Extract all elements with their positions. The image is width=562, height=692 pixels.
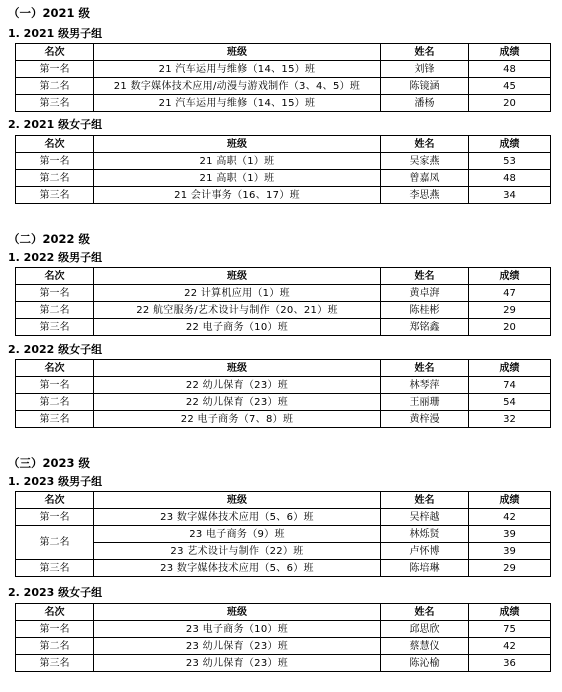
header-name: 姓名	[381, 136, 469, 153]
rank-cell: 第一名	[16, 153, 94, 170]
rank-cell: 第一名	[16, 621, 94, 638]
header-class: 班级	[94, 44, 381, 61]
name-cell: 陈沁榆	[381, 655, 469, 672]
table-2021-female	[15, 135, 551, 204]
rank-cell: 第一名	[16, 509, 94, 526]
class-cell: 22 幼儿保育（23）班	[94, 377, 381, 394]
score-cell: 32	[469, 411, 551, 428]
class-cell: 23 幼儿保育（23）班	[94, 655, 381, 672]
score-cell: 20	[469, 319, 551, 336]
class-cell: 21 汽车运用与维修（14、15）班	[94, 61, 381, 78]
table-row	[16, 170, 551, 187]
score-cell: 48	[469, 170, 551, 187]
table-header-row	[16, 492, 551, 509]
table-row	[16, 509, 551, 526]
rank-cell: 第二名	[16, 638, 94, 655]
header-class: 班级	[94, 492, 381, 509]
table-row	[16, 526, 551, 543]
score-cell: 54	[469, 394, 551, 411]
table-row	[16, 153, 551, 170]
table-row	[16, 95, 551, 112]
name-cell: 陈桂彬	[381, 302, 469, 319]
table-header-row	[16, 268, 551, 285]
score-cell: 39	[469, 526, 551, 543]
section-title-2022: （二）2022 级	[8, 232, 91, 246]
header-rank: 名次	[16, 360, 94, 377]
rank-cell: 第二名	[16, 302, 94, 319]
class-cell: 23 数字媒体技术应用（5、6）班	[94, 509, 381, 526]
table-row	[16, 377, 551, 394]
rank-cell: 第三名	[16, 655, 94, 672]
header-name: 姓名	[381, 268, 469, 285]
header-score: 成绩	[469, 604, 551, 621]
rank-cell: 第一名	[16, 61, 94, 78]
table-row	[16, 302, 551, 319]
name-cell: 蔡慧仪	[381, 638, 469, 655]
rank-cell: 第二名	[16, 78, 94, 95]
table-row	[16, 411, 551, 428]
table-row	[16, 543, 551, 560]
table-row	[16, 394, 551, 411]
table-header-row	[16, 136, 551, 153]
class-cell: 22 电子商务（10）班	[94, 319, 381, 336]
class-cell: 22 航空服务/艺术设计与制作（20、21）班	[94, 302, 381, 319]
section-title-2021: （一）2021 级	[8, 6, 91, 20]
table-row	[16, 319, 551, 336]
header-rank: 名次	[16, 604, 94, 621]
score-cell: 75	[469, 621, 551, 638]
group-title-2023-male: 1. 2023 级男子组	[8, 475, 103, 488]
rank-cell: 第二名	[16, 394, 94, 411]
table-row	[16, 621, 551, 638]
rank-cell: 第一名	[16, 377, 94, 394]
table-row	[16, 638, 551, 655]
header-score: 成绩	[469, 268, 551, 285]
score-cell: 20	[469, 95, 551, 112]
header-name: 姓名	[381, 604, 469, 621]
header-rank: 名次	[16, 268, 94, 285]
class-cell: 23 数字媒体技术应用（5、6）班	[94, 560, 381, 577]
class-cell: 22 电子商务（7、8）班	[94, 411, 381, 428]
score-cell: 36	[469, 655, 551, 672]
group-title-2022-male: 1. 2022 级男子组	[8, 251, 103, 264]
name-cell: 刘锋	[381, 61, 469, 78]
rank-cell: 第三名	[16, 319, 94, 336]
score-cell: 45	[469, 78, 551, 95]
header-class: 班级	[94, 360, 381, 377]
header-name: 姓名	[381, 492, 469, 509]
table-row	[16, 61, 551, 78]
header-name: 姓名	[381, 44, 469, 61]
table-header-row	[16, 44, 551, 61]
table-2023-male	[15, 491, 551, 577]
header-name: 姓名	[381, 360, 469, 377]
name-cell: 邱思欣	[381, 621, 469, 638]
class-cell: 22 计算机应用（1）班	[94, 285, 381, 302]
group-title-2022-female: 2. 2022 级女子组	[8, 343, 103, 356]
header-class: 班级	[94, 268, 381, 285]
header-rank: 名次	[16, 44, 94, 61]
group-title-2021-male: 1. 2021 级男子组	[8, 27, 103, 40]
class-cell: 21 会计事务（16、17）班	[94, 187, 381, 204]
name-cell: 曾嘉凤	[381, 170, 469, 187]
class-cell: 21 高职（1）班	[94, 170, 381, 187]
name-cell: 潘杨	[381, 95, 469, 112]
score-cell: 29	[469, 560, 551, 577]
header-rank: 名次	[16, 136, 94, 153]
group-title-2023-female: 2. 2023 级女子组	[8, 586, 103, 599]
name-cell: 卢怀博	[381, 543, 469, 560]
rank-cell: 第三名	[16, 560, 94, 577]
table-header-row	[16, 360, 551, 377]
table-2022-female	[15, 359, 551, 428]
score-cell: 48	[469, 61, 551, 78]
score-cell: 53	[469, 153, 551, 170]
table-2023-female	[15, 603, 551, 672]
class-cell: 23 艺术设计与制作（22）班	[94, 543, 381, 560]
name-cell: 黄卓湃	[381, 285, 469, 302]
header-score: 成绩	[469, 136, 551, 153]
table-row	[16, 655, 551, 672]
table-row	[16, 187, 551, 204]
table-row	[16, 78, 551, 95]
score-cell: 74	[469, 377, 551, 394]
rank-cell: 第二名	[16, 170, 94, 187]
table-row	[16, 560, 551, 577]
name-cell: 李思燕	[381, 187, 469, 204]
rank-cell: 第三名	[16, 95, 94, 112]
name-cell: 陈培琳	[381, 560, 469, 577]
rank-cell: 第三名	[16, 411, 94, 428]
score-cell: 42	[469, 638, 551, 655]
header-rank: 名次	[16, 492, 94, 509]
rank-cell: 第三名	[16, 187, 94, 204]
name-cell: 郑铭鑫	[381, 319, 469, 336]
name-cell: 吴梓越	[381, 509, 469, 526]
rank-cell: 第二名	[16, 526, 94, 560]
name-cell: 黄梓漫	[381, 411, 469, 428]
table-row	[16, 285, 551, 302]
header-score: 成绩	[469, 492, 551, 509]
header-score: 成绩	[469, 360, 551, 377]
class-cell: 23 电子商务（9）班	[94, 526, 381, 543]
header-class: 班级	[94, 136, 381, 153]
score-cell: 42	[469, 509, 551, 526]
score-cell: 34	[469, 187, 551, 204]
class-cell: 21 汽车运用与维修（14、15）班	[94, 95, 381, 112]
score-cell: 39	[469, 543, 551, 560]
class-cell: 22 幼儿保育（23）班	[94, 394, 381, 411]
class-cell: 21 数字媒体技术应用/动漫与游戏制作（3、4、5）班	[94, 78, 381, 95]
table-2022-male	[15, 267, 551, 336]
score-cell: 29	[469, 302, 551, 319]
class-cell: 23 幼儿保育（23）班	[94, 638, 381, 655]
name-cell: 林烁贤	[381, 526, 469, 543]
rank-cell: 第一名	[16, 285, 94, 302]
header-score: 成绩	[469, 44, 551, 61]
name-cell: 林琴萍	[381, 377, 469, 394]
section-title-2023: （三）2023 级	[8, 456, 91, 470]
name-cell: 王丽珊	[381, 394, 469, 411]
name-cell: 吴家燕	[381, 153, 469, 170]
group-title-2021-female: 2. 2021 级女子组	[8, 118, 103, 131]
name-cell: 陈镜涵	[381, 78, 469, 95]
class-cell: 23 电子商务（10）班	[94, 621, 381, 638]
score-cell: 47	[469, 285, 551, 302]
header-class: 班级	[94, 604, 381, 621]
table-2021-male	[15, 43, 551, 112]
class-cell: 21 高职（1）班	[94, 153, 381, 170]
table-header-row	[16, 604, 551, 621]
